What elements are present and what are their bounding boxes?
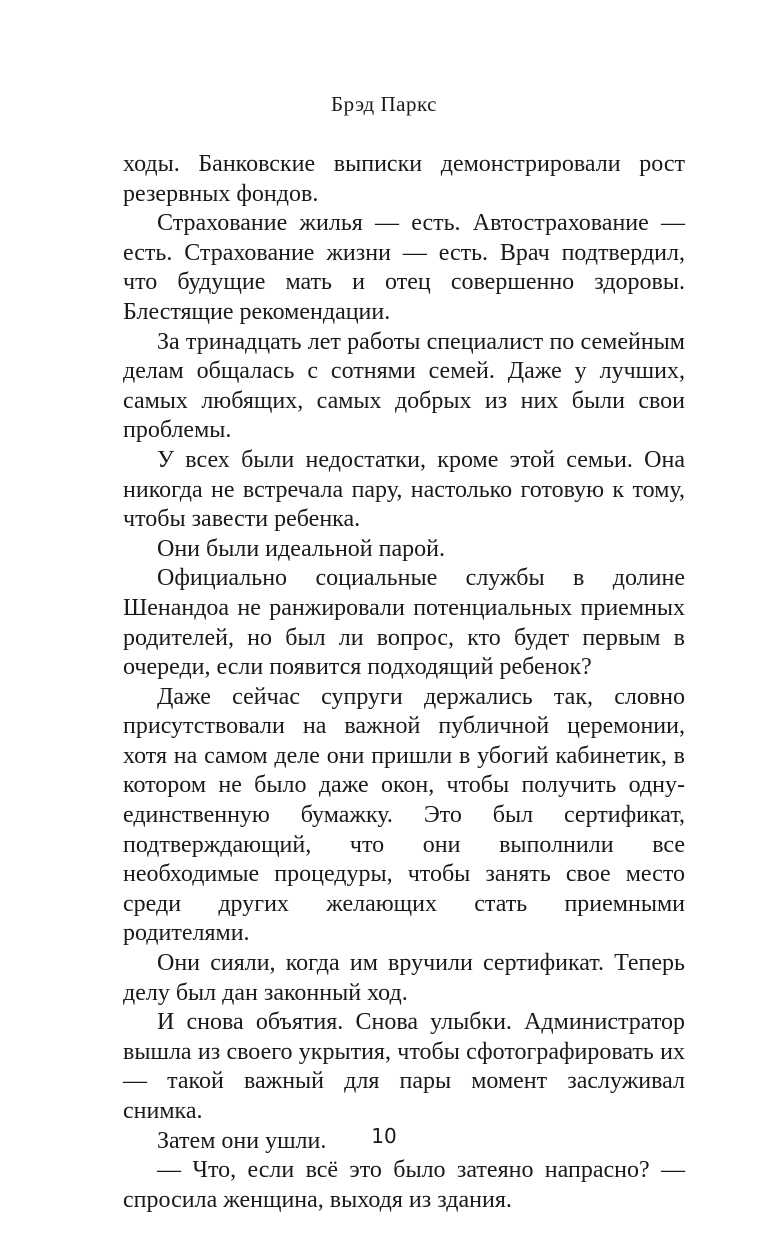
paragraph: Официально социальные службы в долине Шенандоа не ранжировали потенциальных приемных родителей, но был ли вопрос, кто будет первым в очереди, если появится подходящий ребенок? — [123, 565, 685, 681]
paragraph: Они сияли, когда им вручили сертификат. Теперь делу был дан законный ход. — [123, 950, 685, 1006]
running-head-author: Брэд Паркс — [331, 92, 437, 116]
page-number: 10 — [371, 1124, 397, 1148]
paragraph: И снова объятия. Снова улыбки. Администратор вышла из своего укрытия, чтобы сфотографировать их — такой важный для пары момент заслуживал снимка. — [123, 1009, 685, 1124]
paragraph: Они были идеальной парой. — [157, 535, 445, 562]
paragraph: У всех были недостатки, кроме этой семьи. Она никогда не встречала пару, настолько готовую к тому, чтобы завести ребенка. — [123, 446, 685, 533]
paragraph: Страхование жилья — есть. Автострахование — есть. Страхование жизни — есть. Врач подтвердил, что будущие мать и отец совершенно здоровы. Блестящие рекомендации. — [123, 210, 685, 325]
paragraph: За тринадцать лет работы специалист по семейным делам общалась с сотнями семей. Даже у лучших, самых любящих, самых добрых из них были свои проблемы. — [123, 328, 685, 444]
paragraph: ходы. Банковские выписки демонстрировали рост резервных фондов. — [123, 151, 685, 207]
dialogue-paragraph: — Что, если всё это было затеяно напрасно? — спросила женщина, выходя из здания. — [123, 1157, 685, 1213]
paragraph: Затем они ушли. — [157, 1127, 327, 1154]
body-text — [123, 150, 685, 1215]
paragraph: Даже сейчас супруги держались так, словно присутствовали на важной публичной церемонии, хотя на самом деле они пришли в убогий кабинетик, в котором не было даже окон, чтобы получить одну-единственную бумажку. Это был сертификат, подтверждающий, что они выполнили все необходимые процедуры, чтобы занять свое место среди других желающих стать приемными родителями. — [123, 683, 685, 947]
